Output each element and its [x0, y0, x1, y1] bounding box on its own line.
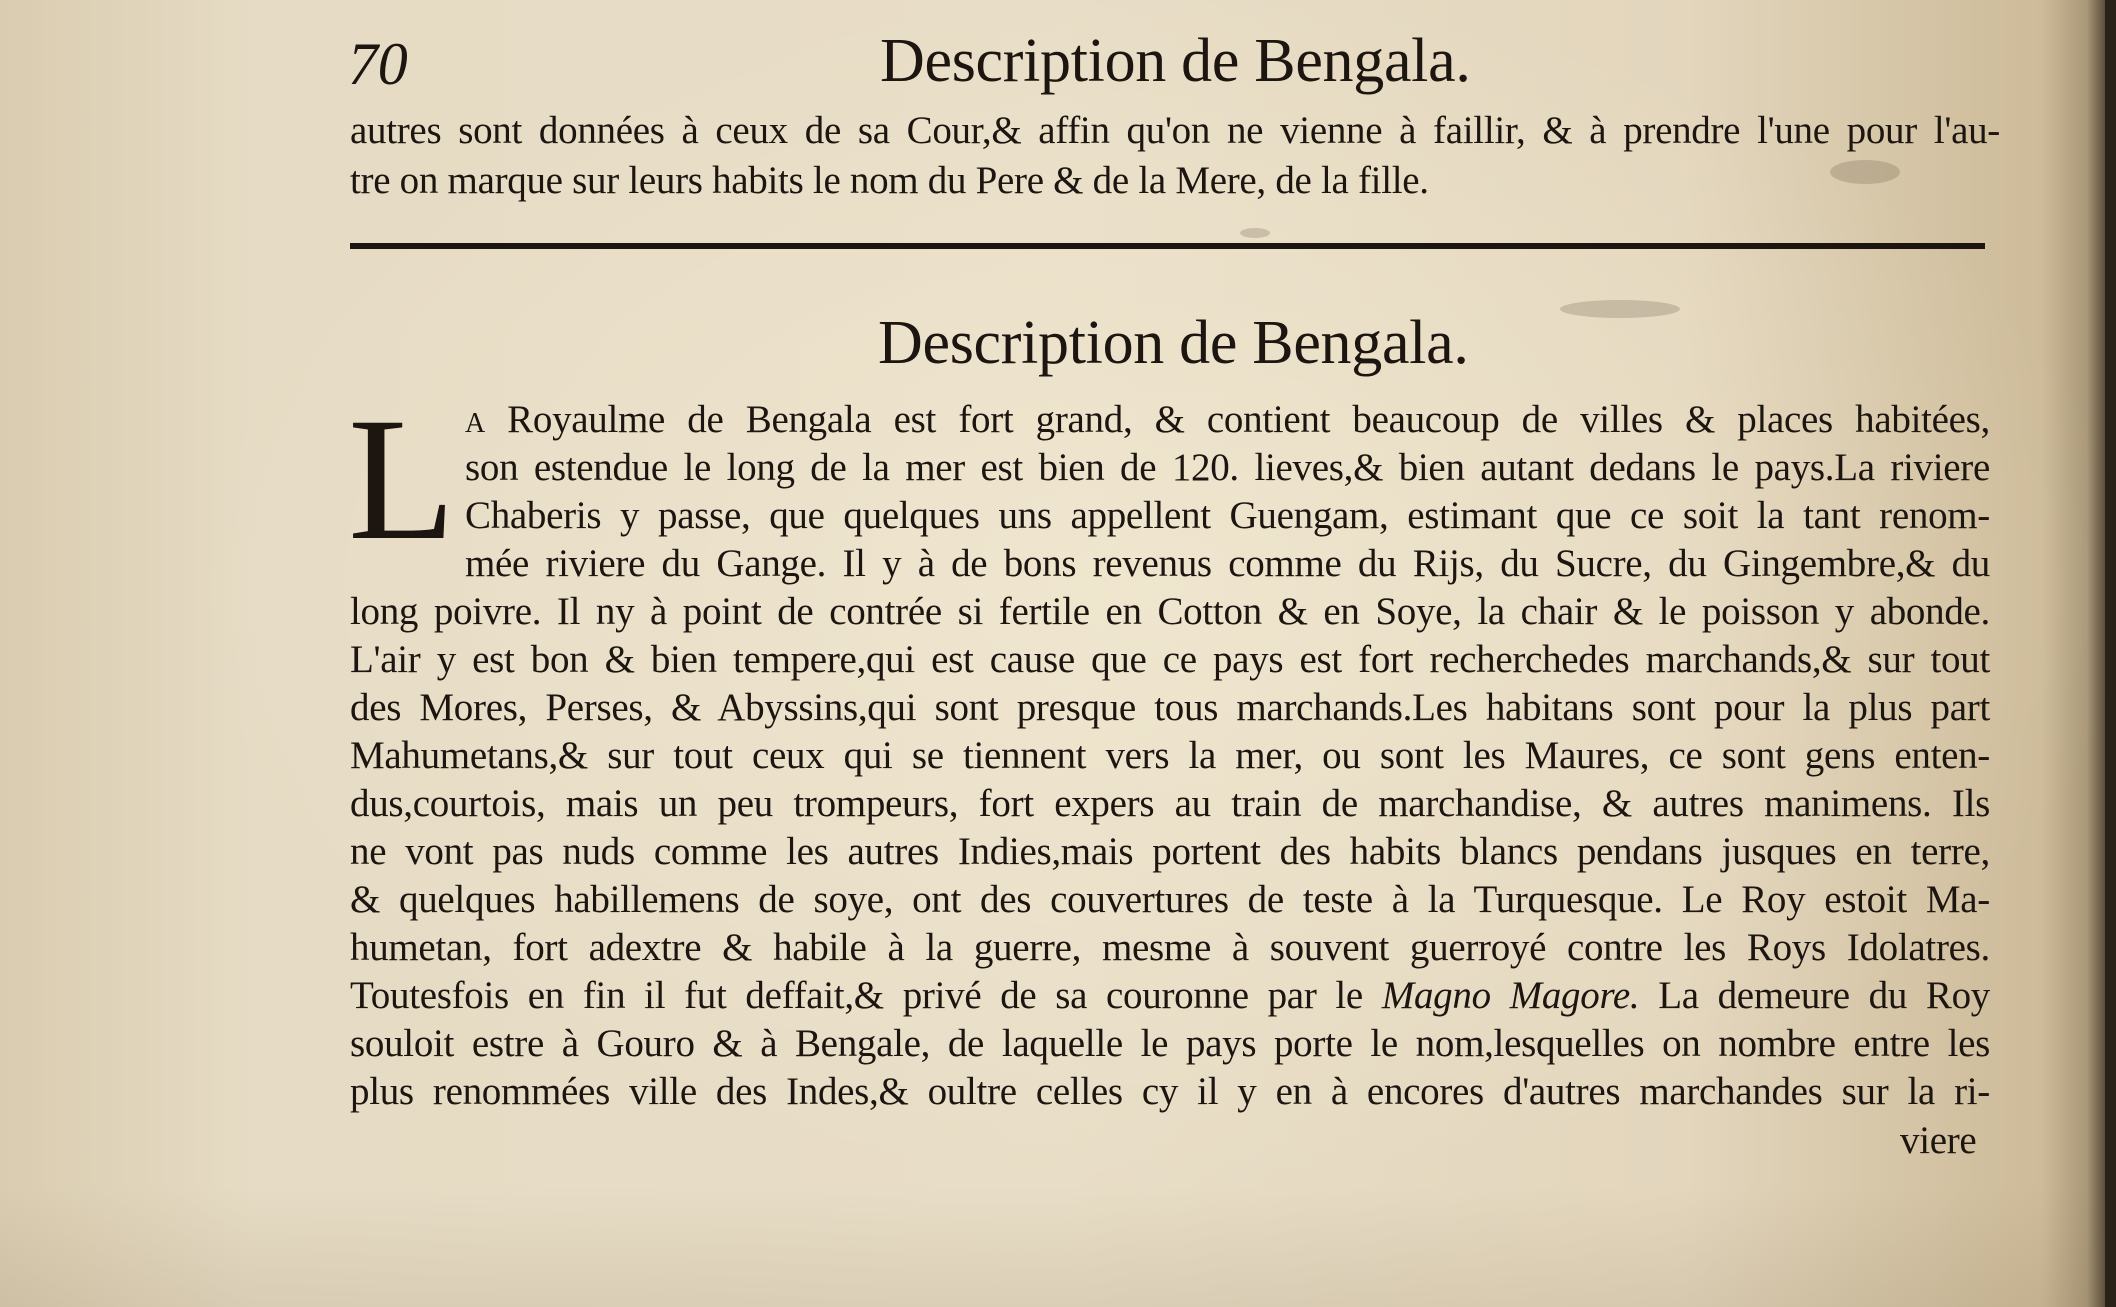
text-line: ne vont pas nuds comme les autres Indies,mais portent des habits blancs pendans jusques en terre,	[350, 830, 1990, 873]
text-line: L'air y est bon & bien tempere,qui est cause que ce pays est fort recherchedes marchands,& sur tout	[350, 638, 1990, 681]
page-number: 70	[348, 31, 408, 97]
spine-shadow	[2087, 0, 2105, 1307]
text-line	[350, 396, 1990, 444]
text-line: Mahumetans,& sur tout ceux qui se tiennent vers la mer, ou sont les Maures, ce sont gens enten-	[350, 734, 1990, 777]
continued-text	[350, 106, 2000, 206]
text-line: humetan, fort adextre & habile à la guerre, mesme à souvent guerroyé contre les Roys Idolatres.	[350, 926, 1990, 969]
text-line: autres sont données à ceux de sa Cour,& affin qu'on ne vienne à faillir, & à prendre l'une pour l'au-	[350, 109, 2000, 152]
text-line: des Mores, Perses, & Abyssins,qui sont presque tous marchands.Les habitans sont pour la plus part	[350, 686, 1990, 729]
text-line: Chaberis y passe, que quelques uns appellent Guengam, estimant que ce soit la tant renom-	[465, 494, 1990, 537]
text-line: mée riviere du Gange. Il y à de bons revenus comme du Rijs, du Sucre, du Gingembre,& du	[465, 542, 1990, 585]
text-line: souloit estre à Gouro & à Bengale, de laquelle le pays porte le nom,lesquelles on nombre entre les	[350, 1022, 1990, 1065]
section-title: Description de Bengala.	[878, 309, 1469, 377]
text-line: tre on marque sur leurs habits le nom du Pere & de la Mere, de la fille.	[350, 159, 1429, 202]
section-divider	[350, 243, 1985, 249]
text-line: & quelques habillemens de soye, ont des couvertures de teste à la Turquesque. Le Roy estoit Ma-	[350, 878, 1990, 921]
text-line	[350, 972, 1990, 1020]
running-head: Description de Bengala.	[880, 27, 1471, 95]
text-line: plus renommées ville des Indes,& oultre celles cy il y en à encores d'autres marchandes sur la ri-	[350, 1070, 1990, 1113]
stain	[1240, 228, 1270, 238]
stain	[1560, 300, 1680, 318]
small-cap: A	[465, 408, 485, 439]
text-line-content: Royaulme de Bengala est fort grand, & contient beaucoup de villes & places habitées,	[484, 398, 1990, 441]
drop-cap: L	[348, 382, 456, 577]
text-line: dus,courtois, mais un peu trompeurs, fort expers au train de marchandise, & autres manimens. Ils	[350, 782, 1990, 825]
text-line-tail: La demeure du Roy	[1639, 974, 1991, 1017]
body-text	[350, 396, 1990, 1116]
text-line: son estendue le long de la mer est bien de 120. lieves,& bien autant dedans le pays.La riviere	[465, 446, 1990, 489]
catchword: viere	[1900, 1119, 1977, 1162]
text-line-content: Toutesfois en fin il fut deffait,& privé de sa couronne par le	[350, 974, 1382, 1017]
text-line: long poivre. Il ny à point de contrée si fertile en Cotton & en Soye, la chair & le poisson y abonde.	[350, 590, 1990, 633]
italic-name: Magno Magore.	[1381, 974, 1640, 1017]
